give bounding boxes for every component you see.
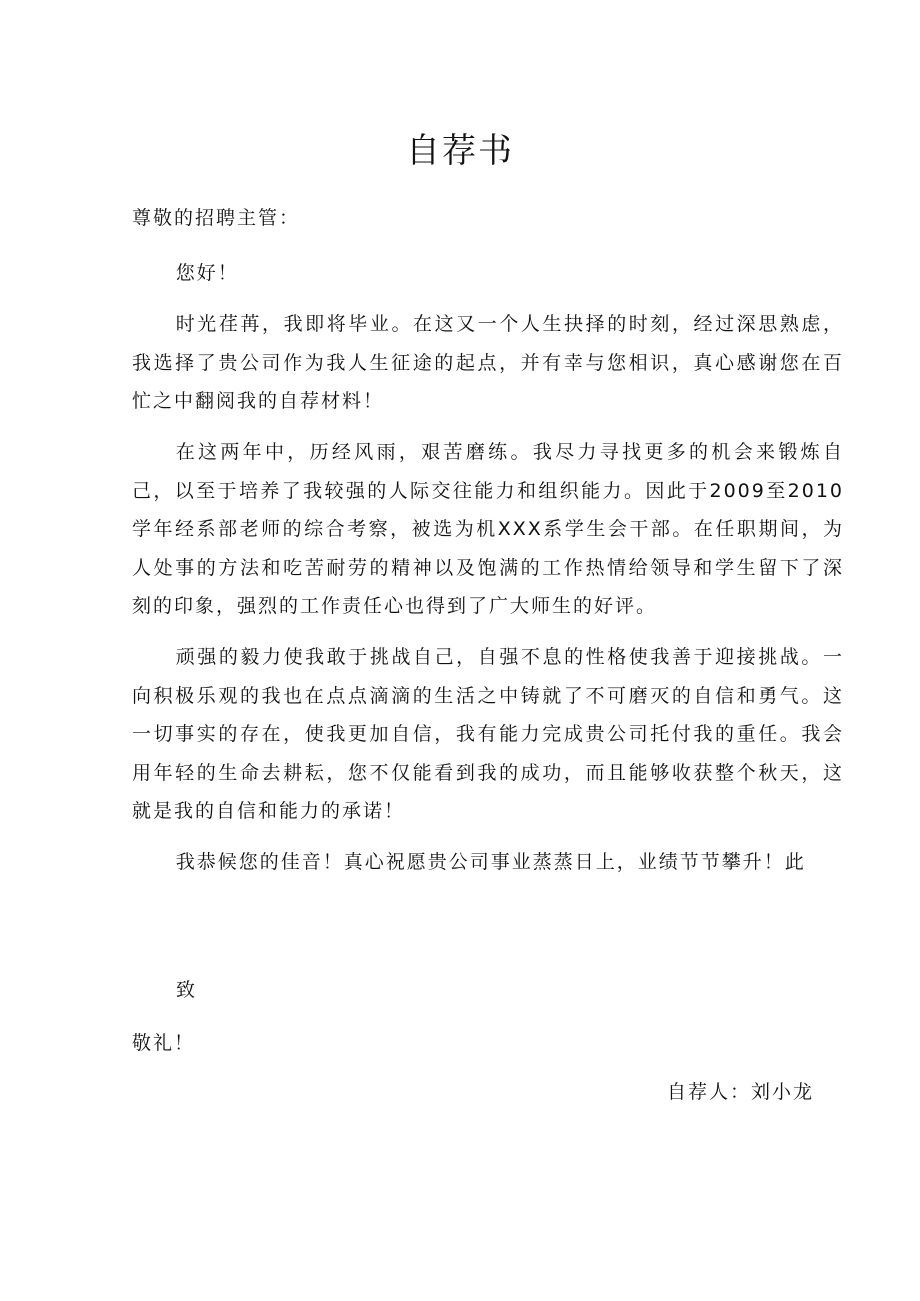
closing-jingli: 敬礼！ (132, 1032, 196, 1054)
salutation: 尊敬的招聘主管： (132, 207, 301, 229)
closing-zhi: 致 (176, 979, 198, 1001)
body-paragraph: 在这两年中，历经风雨，艰苦磨练。我尽力寻找更多的机会来锻炼自己，以至于培养了我较强的人际交往能力和组织能力。因此于2009至2010学年经系部老师的综合考察，被选为机XXX系学生会干部。在任职期间，为人处事的方法和吃苦耐劳的精神以及饱满的工作热情给领导和学生留下了深刻的印象，强烈的工作责任心也得到了广大师生的好评。 (132, 441, 844, 617)
letter-body (132, 254, 844, 894)
greeting-paragraph: 您好！ (175, 262, 239, 284)
signature: 自荐人：刘小龙 (666, 1081, 814, 1103)
document-title: 自荐书 (406, 131, 514, 171)
body-paragraph: 顽强的毅力使我敢于挑战自己，自强不息的性格使我善于迎接挑战。一向积极乐观的我也在点点滴滴的生活之中铸就了不可磨灭的自信和勇气。这一切事实的存在，使我更加自信，我有能力完成贵公司托付我的重任。我会用年轻的生命去耕耘，您不仅能看到我的成功，而且能够收获整个秋天，这就是我的自信和能力的承诺！ (132, 646, 844, 822)
closing-paragraph: 我恭候您的佳音！真心祝愿贵公司事业蒸蒸日上，业绩节节攀升！此 (175, 851, 806, 873)
body-paragraph: 时光荏苒，我即将毕业。在这又一个人生抉择的时刻，经过深思熟虑，我选择了贵公司作为我人生征途的起点，并有幸与您相识，真心感谢您在百忙之中翻阅我的自荐材料！ (132, 313, 844, 412)
